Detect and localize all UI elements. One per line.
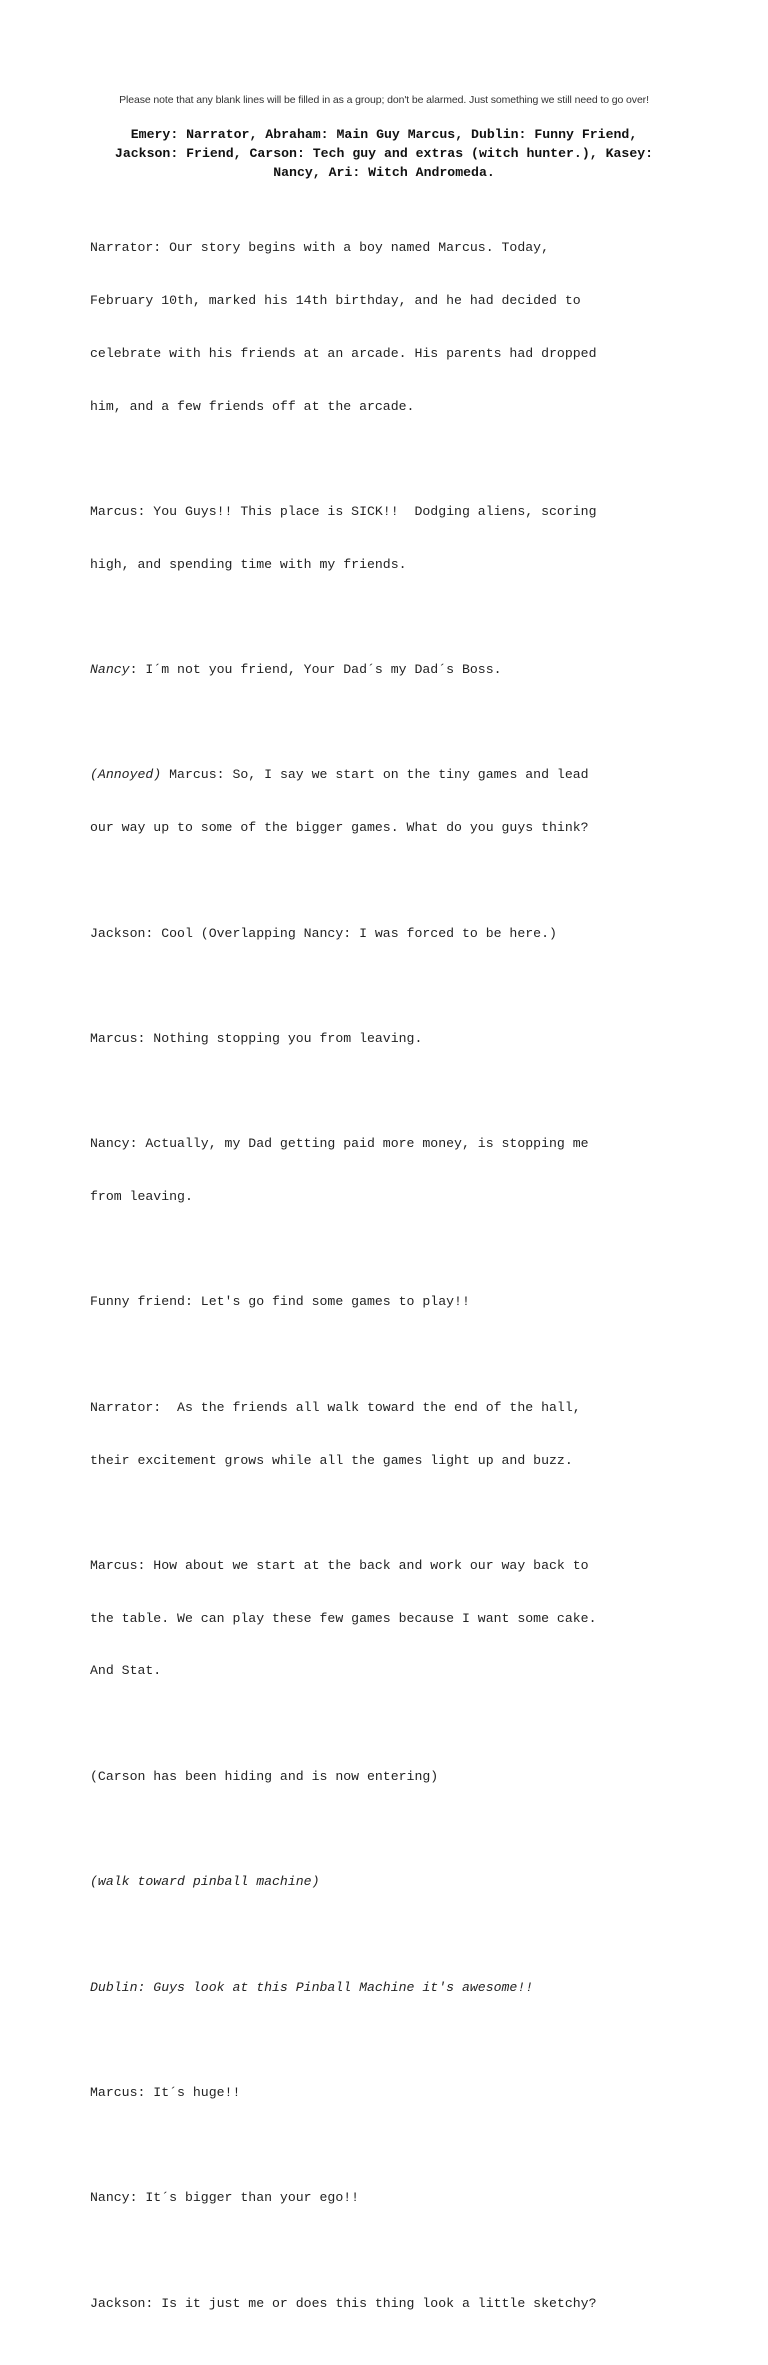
script-line: from leaving. bbox=[90, 1189, 193, 1205]
script-line: (Carson has been hiding and is now entering) bbox=[90, 1768, 439, 1784]
script-body bbox=[90, 204, 690, 2365]
script-line: Funny friend: Let's go find some games to play!! bbox=[90, 1294, 470, 1310]
script-paragraph bbox=[90, 1838, 690, 1926]
script-line: Marcus: You Guys!! This place is SICK!! Dodging aliens, scoring bbox=[90, 503, 597, 519]
script-paragraph bbox=[90, 995, 690, 1083]
script-line: him, and a few friends off at the arcade. bbox=[90, 398, 415, 414]
script-paragraph bbox=[90, 2154, 690, 2242]
script-line: Dublin: Guys look at this Pinball Machine it's awesome!! bbox=[90, 1979, 534, 1995]
script-line: the table. We can play these few games because I want some cake. bbox=[90, 1610, 597, 1626]
script-line: Jackson: Is it just me or does this thing look a little sketchy? bbox=[90, 2295, 597, 2311]
script-paragraph bbox=[90, 1100, 690, 1241]
script-line: Nancy: It´s bigger than your ego!! bbox=[90, 2190, 360, 2206]
script-line: Narrator: Our story begins with a boy named Marcus. Today, bbox=[90, 240, 549, 256]
group-note: Please note that any blank lines will be filled in as a group; don't be alarmed. Just something we still need to go over! bbox=[119, 94, 649, 106]
script-paragraph bbox=[90, 731, 690, 872]
script-line: high, and spending time with my friends. bbox=[90, 556, 407, 572]
script-line: Marcus: It´s huge!! bbox=[90, 2084, 241, 2100]
script-paragraph bbox=[90, 1943, 690, 2031]
script-line: February 10th, marked his 14th birthday, and he had decided to bbox=[90, 292, 581, 308]
script-line: Narrator: As the friends all walk toward the end of the hall, bbox=[90, 1399, 581, 1415]
dialogue-text: Marcus: So, I say we start on the tiny games and lead bbox=[161, 767, 589, 783]
cast-line: Jackson: Friend, Carson: Tech guy and extras (witch hunter.), Kasey: bbox=[114, 145, 654, 161]
script-line bbox=[90, 766, 690, 784]
script-line: Marcus: Nothing stopping you from leaving. bbox=[90, 1030, 423, 1046]
script-paragraph bbox=[90, 889, 690, 977]
script-line: Jackson: Cool (Overlapping Nancy: I was forced to be here.) bbox=[90, 925, 557, 941]
cast-line: Nancy, Ari: Witch Andromeda. bbox=[273, 164, 495, 180]
cast-list bbox=[84, 126, 684, 182]
script-line: their excitement grows while all the games light up and buzz. bbox=[90, 1452, 573, 1468]
script-paragraph bbox=[90, 468, 690, 609]
script-paragraph bbox=[90, 1364, 690, 1505]
script-line: our way up to some of the bigger games. What do you guys think? bbox=[90, 820, 589, 836]
script-paragraph bbox=[90, 2049, 690, 2137]
script-paragraph bbox=[90, 204, 690, 450]
cast-line: Emery: Narrator, Abraham: Main Guy Marcus, Dublin: Funny Friend, bbox=[130, 127, 638, 142]
script-line: Nancy: Actually, my Dad getting paid more money, is stopping me bbox=[90, 1136, 589, 1152]
script-paragraph bbox=[90, 1522, 690, 1716]
stage-direction: (walk toward pinball machine) bbox=[90, 1874, 320, 1890]
script-paragraph bbox=[90, 2259, 690, 2347]
speaker-name: Nancy bbox=[90, 662, 130, 678]
stage-direction: (Annoyed) bbox=[90, 767, 162, 783]
script-paragraph bbox=[90, 626, 690, 714]
script-line bbox=[90, 661, 690, 679]
script-line: Marcus: How about we start at the back and work our way back to bbox=[90, 1557, 589, 1573]
script-paragraph bbox=[90, 1258, 690, 1346]
dialogue-text: : I´m not you friend, Your Dad´s my Dad´s Boss. bbox=[129, 662, 502, 678]
script-paragraph bbox=[90, 1733, 690, 1821]
script-line: celebrate with his friends at an arcade. His parents had dropped bbox=[90, 345, 597, 361]
script-line: And Stat. bbox=[90, 1663, 162, 1679]
